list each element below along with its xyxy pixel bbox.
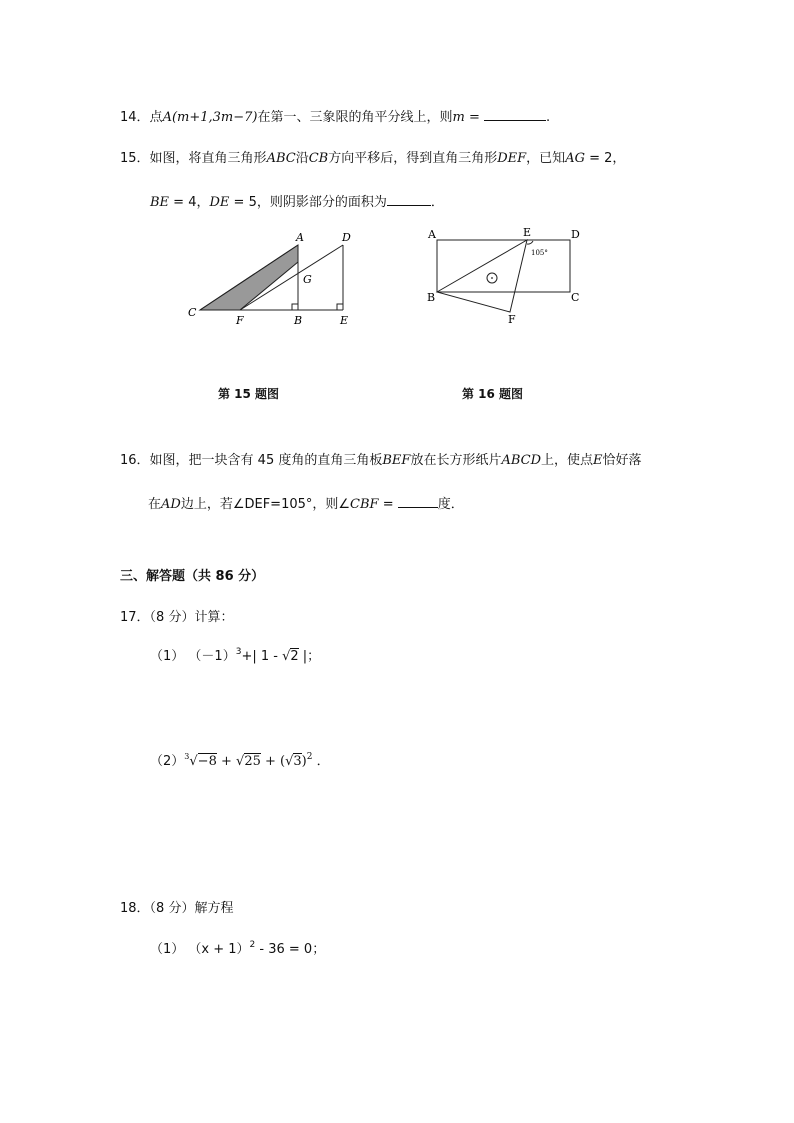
triangle-def: DEF <box>497 151 527 166</box>
period: ． <box>312 754 330 769</box>
question-15-line-2 <box>150 193 444 212</box>
sqrt-icon: √ <box>282 649 291 664</box>
label-e: E <box>523 226 532 239</box>
question-number: 15． <box>120 151 150 166</box>
sqrt-icon: √ <box>189 754 198 769</box>
exponent: 2 <box>249 940 256 950</box>
question-text: 放在长方形纸片 <box>410 453 502 468</box>
label-f: F <box>508 313 516 326</box>
segment-de: DE <box>209 195 230 210</box>
question-14 <box>120 108 550 127</box>
question-text: 在第一、三象限的角平分线上，则 <box>257 110 453 125</box>
label-d: D <box>342 231 351 244</box>
segment-ad: AD <box>161 497 181 512</box>
question-text: 沿 <box>295 151 309 166</box>
question-text: ，已知 <box>526 151 566 166</box>
question-16-line-2 <box>148 495 464 514</box>
question-17 <box>120 609 233 627</box>
part-label: （2） <box>150 754 185 769</box>
segment-be: BE <box>150 195 170 210</box>
question-15-line-1 <box>120 150 625 168</box>
label-g: G <box>303 273 312 286</box>
angle-cbf: CBF <box>350 497 379 512</box>
label-b: B <box>294 314 303 327</box>
label-e: E <box>340 314 349 327</box>
question-text: 在 <box>148 497 162 512</box>
operator: + ( <box>260 754 286 769</box>
ag-value: = 2， <box>584 151 626 166</box>
label-d: D <box>571 228 580 241</box>
triangle-bef: BEF <box>382 453 411 468</box>
question-number: 14． <box>120 110 150 125</box>
figure-16 <box>420 222 595 332</box>
question-text: 边上，若∠DEF=105°，则∠ <box>180 497 351 512</box>
figure-15 <box>180 225 370 330</box>
sqrt-icon: √ <box>236 754 245 769</box>
question-text: 如图，把一块含有 45 度角的直角三角板 <box>149 453 383 468</box>
part-label: （1） <box>150 649 185 664</box>
expression: - 36 = 0； <box>255 942 326 957</box>
question-18-part-1 <box>150 941 325 959</box>
question-number: 16． <box>120 453 150 468</box>
expression: +| 1 - <box>241 649 278 664</box>
point-coords: (m+1,3m−7) <box>171 110 258 125</box>
radicand: 2 <box>290 649 299 664</box>
label-b: B <box>427 291 436 304</box>
question-text: 度． <box>437 497 464 512</box>
question-text: 方向平移后，得到直角三角形 <box>328 151 498 166</box>
question-text: 上，使点 <box>541 453 594 468</box>
question-points: （8 分）计算： <box>149 610 234 625</box>
expression: （x + 1） <box>188 942 250 957</box>
triangle-bef <box>437 240 527 312</box>
part-label: （1） <box>150 942 185 957</box>
label-a: A <box>428 228 436 241</box>
question-17-part-1 <box>150 648 320 666</box>
be-value: = 4， <box>169 195 210 210</box>
angle-label: 105° <box>531 249 548 257</box>
period: ． <box>430 195 444 210</box>
question-text: 点 <box>149 110 163 125</box>
point-label: A <box>162 110 172 125</box>
operator: + <box>216 754 237 769</box>
segment-ag: AG <box>565 151 585 166</box>
label-f: F <box>236 314 244 327</box>
exponent: 2 <box>306 752 313 762</box>
de-value: = 5，则阴影部分的面积为 <box>229 195 387 210</box>
section-3-title: 三、解答题（共 86 分） <box>120 569 265 584</box>
question-text: 恰好落 <box>602 453 642 468</box>
exponent: 3 <box>235 647 242 657</box>
figure-16-caption: 第 16 题图 <box>462 387 524 401</box>
period: . <box>546 110 551 125</box>
label-c: C <box>188 306 197 319</box>
label-a: A <box>296 231 304 244</box>
root-index: 3 <box>184 752 190 761</box>
equals-sign: = <box>464 110 484 125</box>
figure-15-caption: 第 15 题图 <box>218 387 280 401</box>
expression: （－1） <box>188 649 236 664</box>
question-16-line-1 <box>120 452 642 470</box>
triangle-abc: ABC <box>266 151 296 166</box>
point-e: E <box>593 453 603 468</box>
radicand: 3 <box>293 754 302 769</box>
sqrt-icon: √ <box>285 754 294 769</box>
question-number: 18． <box>120 901 150 916</box>
answer-blank[interactable] <box>484 108 546 121</box>
equals-sign: = <box>378 497 398 512</box>
question-points: （8 分）解方程 <box>149 901 234 916</box>
answer-blank[interactable] <box>387 193 431 206</box>
question-number: 17． <box>120 610 150 625</box>
expression: |； <box>298 649 321 664</box>
radicand: 25 <box>244 754 261 769</box>
radicand: −8 <box>197 754 217 769</box>
question-18 <box>120 900 233 918</box>
paren: ) <box>301 754 307 769</box>
label-c: C <box>571 291 580 304</box>
question-17-part-2 <box>150 753 330 771</box>
segment-cb: CB <box>308 151 329 166</box>
variable-m: m <box>452 110 465 125</box>
answer-blank[interactable] <box>398 495 438 508</box>
rectangle-abcd: ABCD <box>501 453 542 468</box>
question-text: 如图，将直角三角形 <box>149 151 267 166</box>
